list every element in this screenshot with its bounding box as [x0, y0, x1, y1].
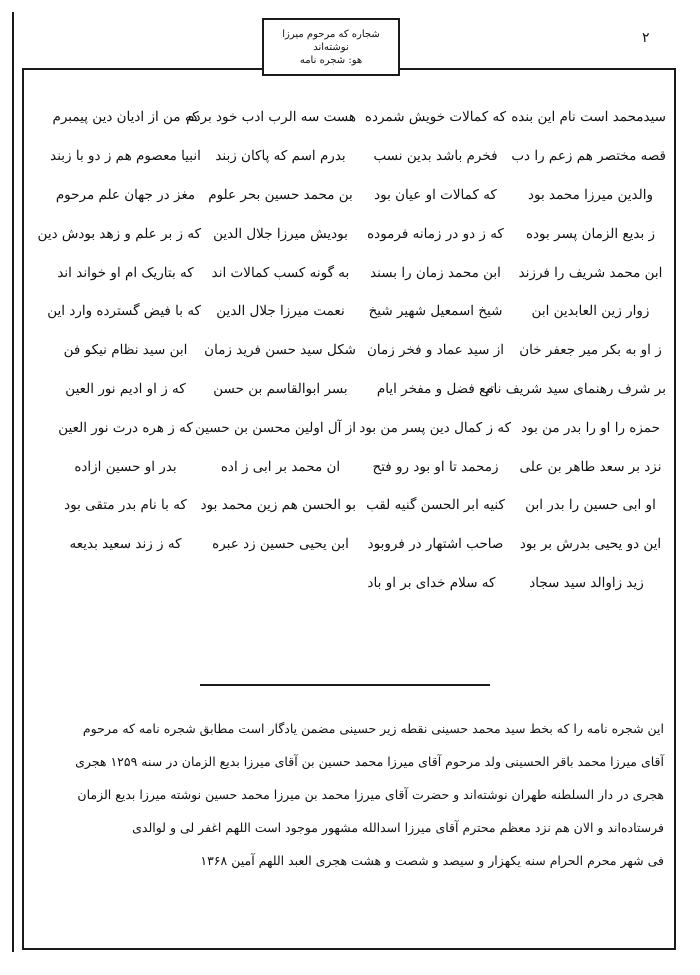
- hemistich: ابن سید نظام نیکو فن: [63, 342, 188, 359]
- hemistich: زوار زین العابدین ابن: [531, 303, 650, 320]
- hemistich: ابن محمد زمان را بسند: [370, 264, 501, 281]
- hemistich: که کمالات خویش شمرده: [364, 109, 507, 126]
- genealogy-poem: [32, 98, 668, 602]
- hemistich: که ز هره درت نور العین: [58, 419, 193, 436]
- seal-line: نوشته‌اند: [313, 41, 349, 53]
- hemistich: زید زاوالد سید سجاد: [529, 574, 644, 591]
- hemistich: انبیا معصوم هم ز دو با زبند: [50, 148, 201, 165]
- note-line: فرستاده‌اند و الان هم نزد معظم محترم آقای میرزا اسدالله مشهور موجود است اللهم اغفر لی و لوالدی: [132, 820, 664, 835]
- margin-line: [12, 12, 14, 952]
- hemistich: مغز در جهان علم مرحوم: [55, 186, 196, 203]
- hemistich: ز بدیع الزمان پسر بوده: [525, 225, 656, 242]
- verse-row: [32, 486, 668, 525]
- hemistich: به گونه کسب کمالات اند: [211, 264, 350, 281]
- hemistich: بدرم اسم که پاکان زبند: [215, 148, 346, 165]
- verse-row: [32, 292, 668, 331]
- hemistich: که ز او ادیم نور العین: [65, 380, 186, 397]
- hemistich: ز او به بکر میر جعفر خان: [519, 342, 662, 359]
- hemistich: ابن یحیی حسین زد عبره: [212, 536, 349, 553]
- hemistich: ان محمد بر ابی ز اده: [220, 458, 341, 475]
- verse-row: [32, 525, 668, 564]
- hemistich: که ز بر علم و زهد بودش دین: [37, 225, 201, 242]
- hemistich: او ابی حسین را بدر ابن: [525, 497, 656, 514]
- hemistich: که ز زند سعید بدیعه: [69, 536, 182, 553]
- page-number: ۲: [642, 30, 650, 46]
- hemistich: که بتاریک ام او خواند اند: [57, 264, 194, 281]
- hemistich: بدر او حسین ازاده: [74, 458, 177, 475]
- note-line: آقای میرزا محمد باقر الحسینی ولد مرحوم آقای میرزا محمد حسین بن آقای میرزا بدیع الزمان در سنه ۱۲۵۹ هجری: [75, 754, 664, 769]
- verse-row: [32, 408, 668, 447]
- hemistich: که من از ادیان دین پیمبرم: [52, 109, 199, 126]
- section-divider: [200, 684, 490, 686]
- hemistich: این دو یحیی بدرش بر بود: [519, 536, 662, 553]
- hemistich: که ز دو در زمانه فرموده: [367, 225, 504, 242]
- verse-row: [32, 214, 668, 253]
- hemistich: حمزه را او را بدر من بود: [521, 419, 660, 436]
- hemistich: صاحب اشتهار در فروبود: [367, 536, 504, 553]
- hemistich: والدین میرزا محمد بود: [528, 186, 653, 203]
- verse-row: [32, 137, 668, 176]
- hemistich: که با نام بدر متقی بود: [64, 497, 187, 514]
- colophon-note: [36, 712, 664, 877]
- note-line: این شجره نامه را که بخط سید محمد حسینی نقطه زیر حسینی مضمن یادگار است مطابق شجره نامه که مرحوم: [82, 721, 664, 736]
- verse-row: [32, 176, 668, 215]
- hemistich: بن محمد حسین بحر علوم: [208, 186, 353, 203]
- hemistich: کنیه ابر الحسن گنیه لقب: [366, 497, 505, 514]
- verse-row: [32, 98, 668, 137]
- hemistich: فخرم باشد بدین نسب: [373, 148, 498, 165]
- seal-line: هو: شجره نامه: [299, 54, 363, 66]
- hemistich: که ز کمال دین پسر من بود: [359, 419, 511, 436]
- hemistich: هست سه الرب ادب خود بردم: [186, 109, 356, 126]
- hemistich: بودیش میرزا جلال الدین: [213, 225, 348, 242]
- seal-line: شجاره که مرحوم میرزا: [282, 28, 380, 40]
- hemistich: شکل سید حسن فرید زمان: [204, 342, 356, 359]
- hemistich: سیدمحمد است نام این بنده: [511, 109, 666, 126]
- hemistich: که کمالات او عیان بود: [374, 186, 497, 203]
- hemistich: شیخ اسمعیل شهیر شیخ: [368, 303, 503, 320]
- hemistich: ابن محمد شریف را فرزند: [518, 264, 663, 281]
- hemistich: از آل اولین محسن بن حسین: [194, 419, 356, 436]
- note-line: فی شهر محرم الحرام سنه یکهزار و سیصد و شصت و هشت هجری العبد اللهم آمین ۱۳۶۸: [200, 853, 664, 868]
- header-seal: [262, 18, 400, 76]
- hemistich: بو الحسن هم زین محمد بود: [200, 497, 356, 514]
- hemistich: که با فیض گسترده وارد این: [47, 303, 201, 320]
- verse-row: [32, 331, 668, 370]
- hemistich: زمحمد تا او بود رو فتح: [372, 458, 499, 475]
- verse-row: [32, 253, 668, 292]
- hemistich: نزد بر سعد طاهر بن علی: [519, 458, 662, 475]
- hemistich: بر شرف رهنمای سید شریف نام: [485, 380, 666, 397]
- verse-row: [32, 370, 668, 409]
- hemistich: تبع فضل و مفخر ایام: [376, 380, 495, 397]
- note-line: هجری در دار السلطنه طهران نوشته‌اند و حضرت آقای میرزا محمد بن میرزا محمد حسین نوشته میرزا بدیع الزمان: [77, 787, 664, 802]
- hemistich: که سلام خدای بر او باد: [367, 574, 496, 591]
- hemistich: از سید عماد و فخر زمان: [366, 342, 505, 359]
- hemistich: بسر ابوالقاسم بن حسن: [213, 380, 348, 397]
- verse-row: [32, 447, 668, 486]
- final-verse: [32, 564, 668, 603]
- hemistich: قصه مختصر هم زعم را دب: [511, 148, 666, 165]
- hemistich: نعمت میرزا جلال الدین: [216, 303, 345, 320]
